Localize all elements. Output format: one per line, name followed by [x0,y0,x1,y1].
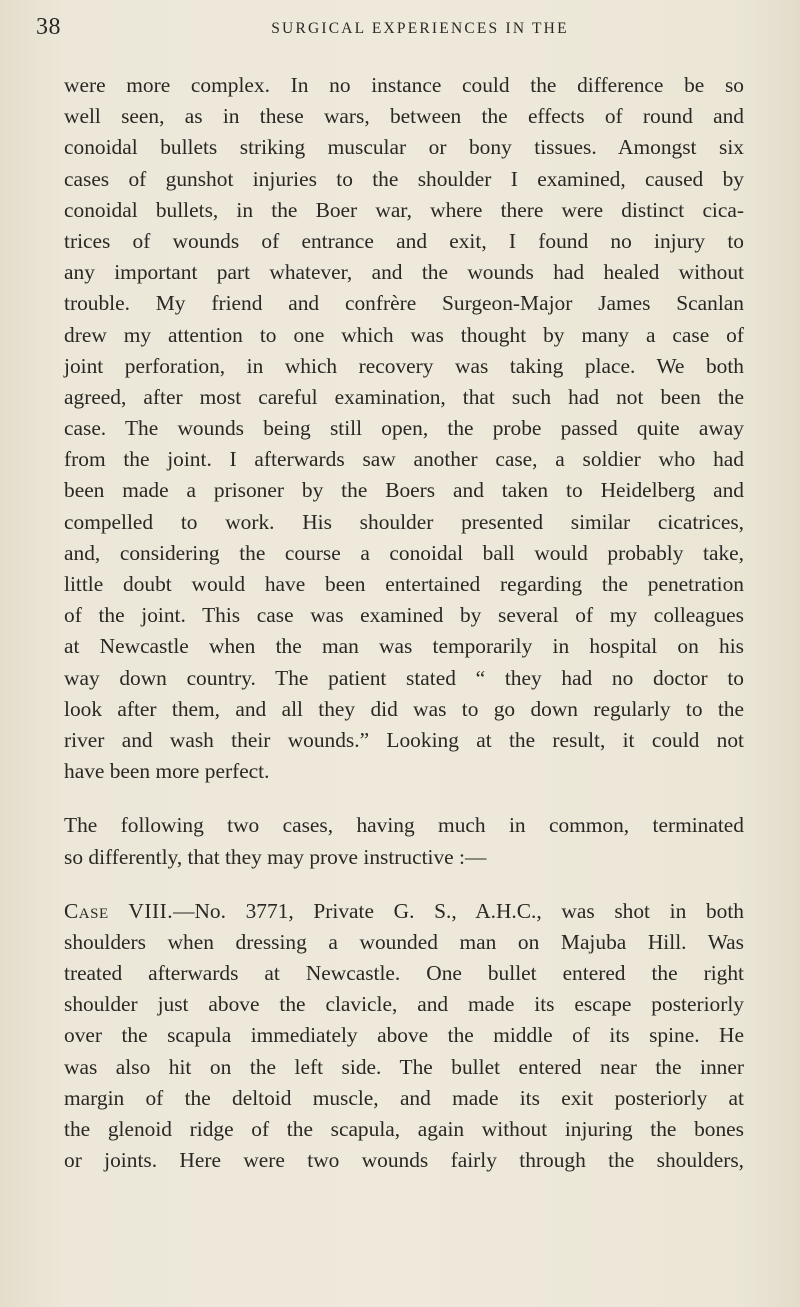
text-line: so differently, that they may prove instructive :— [64,844,487,869]
text-line: way down country. The patient stated “ they had no doctor to [64,665,744,690]
case-line-text: —No. 3771, Private G. S., A.H.C., was shot in both [173,898,744,923]
text-line: look after them, and all they did was to go down regularly to the [64,696,744,721]
text-line: or joints. Here were two wounds fairly through the shoulders, [64,1148,744,1173]
page-number: 38 [36,14,61,40]
text-line: conoidal bullets, in the Boer war, where there were distinct cica- [64,197,744,222]
text-line: cases of gunshot injuries to the shoulder I examined, caused by [64,166,744,191]
text-line: were more complex. In no instance could the difference be so [64,73,744,97]
text-line: river and wash their wounds.” Looking at the result, it could not [64,727,744,752]
text-line: the glenoid ridge of the scapula, again without injuring the bones [64,1117,744,1141]
text-line: trices of wounds of entrance and exit, I found no injury to [64,228,744,253]
text-line: treated afterwards at Newcastle. One bullet entered the right [64,961,744,986]
text-line: any important part whatever, and the wounds had healed without [64,260,744,285]
paragraph-spacer [64,787,744,810]
body-text [64,70,744,1176]
case-label: Case VIII. [64,898,174,923]
running-head: SURGICAL EXPERIENCES IN THE [271,20,569,37]
text-line: conoidal bullets striking muscular or bony tissues. Amongst six [64,135,744,160]
text-line: have been more perfect. [64,759,270,784]
paragraph-1 [64,70,744,787]
paragraph-spacer [64,873,744,896]
text-line: drew my attention to one which was thought by many a case of [64,322,744,347]
text-line: well seen, as in these wars, between the effects of round and [64,104,744,129]
text-line: trouble. My friend and confrère Surgeon-Major James Scanlan [64,291,744,316]
paragraph-2 [64,810,744,872]
text-line: shoulders when dressing a wounded man on Majuba Hill. Was [64,929,744,954]
text-line: of the joint. This case was examined by several of my colleagues [64,603,744,628]
text-line: The following two cases, having much in common, terminated [64,813,744,838]
text-line: over the scapula immediately above the middle of its spine. He [64,1023,744,1048]
text-line: margin of the deltoid muscle, and made its exit posteriorly at [64,1085,744,1110]
text-line [64,896,744,927]
text-line: joint perforation, in which recovery was taking place. We both [64,353,744,378]
text-line: case. The wounds being still open, the probe passed quite away [64,416,744,441]
paragraph-case-viii [64,896,744,1177]
text-line: was also hit on the left side. The bullet entered near the inner [64,1054,744,1079]
text-line: agreed, after most careful examination, that such had not been the [64,384,744,409]
text-line: from the joint. I afterwards saw another case, a soldier who had [64,447,744,472]
text-line: been made a prisoner by the Boers and taken to Heidelberg and [64,478,744,503]
page-header [36,14,764,44]
text-line: at Newcastle when the man was temporarily in hospital on his [64,634,744,659]
text-line: and, considering the course a conoidal ball would probably take, [64,540,744,565]
text-line: compelled to work. His shoulder presented similar cicatrices, [64,509,744,534]
text-line: little doubt would have been entertained regarding the penetration [64,572,744,596]
text-line: shoulder just above the clavicle, and made its escape posteriorly [64,992,744,1017]
